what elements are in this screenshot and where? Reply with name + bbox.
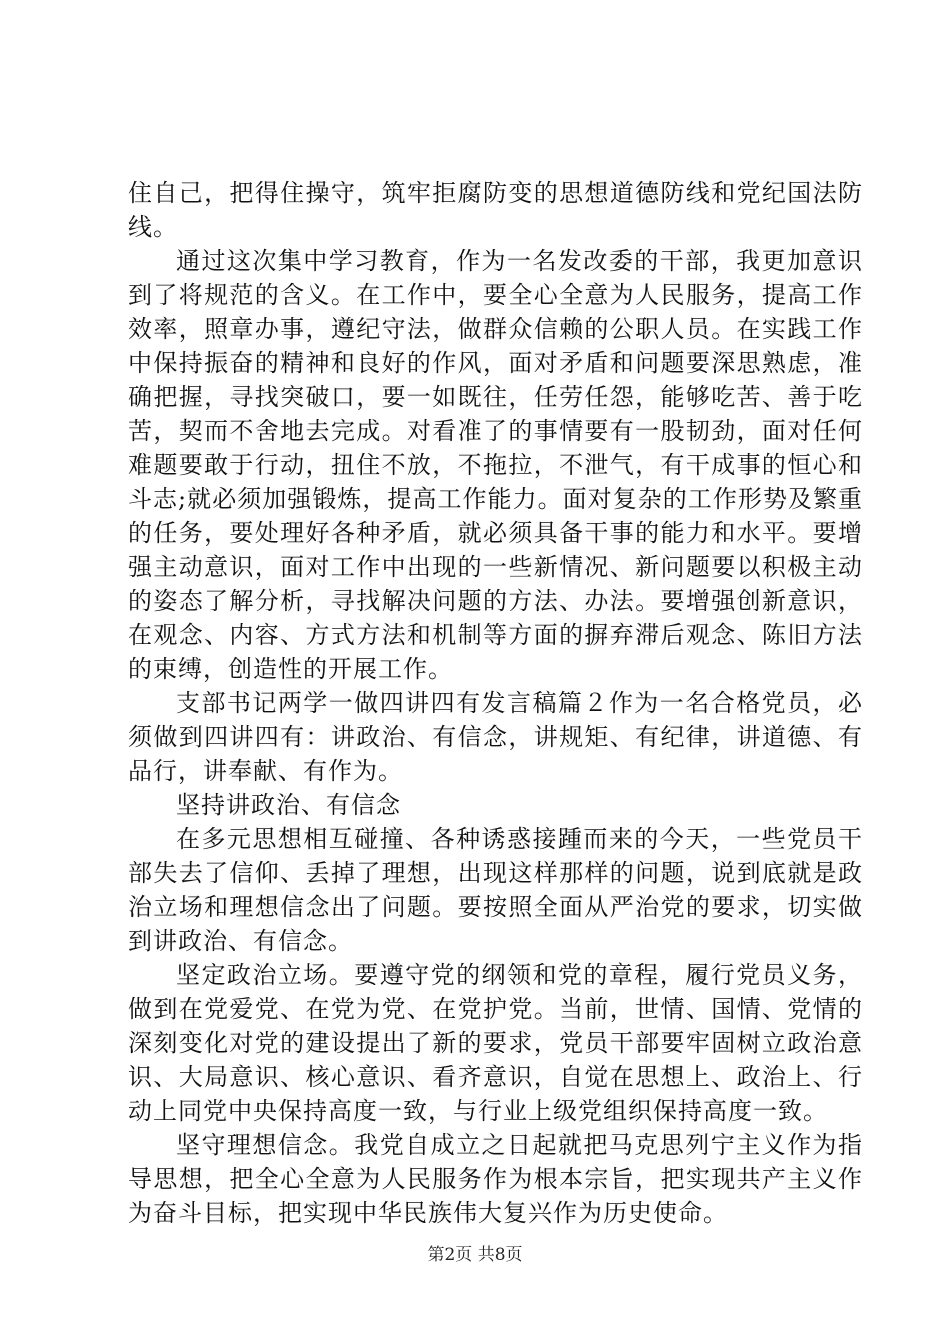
paragraph-4: 在多元思想相互碰撞、各种诱惑接踵而来的今天，一些党员干部失去了信仰、丢掉了理想，出现这样那样的问题，说到底就是政治立场和理想信念出了问题。要按照全面从严治党的要求，切实做到讲政治、有信念。 <box>128 825 863 955</box>
document-body <box>128 176 863 1230</box>
section-heading: 坚持讲政治、有信念 <box>176 791 401 819</box>
page-footer: 第2页 共8页 <box>427 1245 523 1265</box>
paragraph-2: 通过这次集中学习教育，作为一名发改委的干部，我更加意识到了将规范的含义。在工作中，要全心全意为人民服务，提高工作效率，照章办事，遵纪守法，做群众信赖的公职人员。在实践工作中保持振奋的精神和良好的作风，面对矛盾和问题要深思熟虑，准确把握，寻找突破口，要一如既往，任劳任怨，能够吃苦、善于吃苦，契而不舍地去完成。对看准了的事情要有一股韧劲，面对任何难题要敢于行动，扭住不放，不拖拉，不泄气，有干成事的恒心和斗志;就必须加强锻炼，提高工作能力。面对复杂的工作形势及繁重的任务，要处理好各种矛盾，就必须具备干事的能力和水平。要增强主动意识，面对工作中出现的一些新情况、新问题要以积极主动的姿态了解分析，寻找解决问题的方法、办法。要增强创新意识，在观念、内容、方式方法和机制等方面的摒弃滞后观念、陈旧方法的束缚，创造性的开展工作。 <box>128 247 863 683</box>
paragraph-3: 支部书记两学一做四讲四有发言稿篇２作为一名合格党员，必须做到四讲四有：讲政治、有信念，讲规矩、有纪律，讲道德、有品行，讲奉献、有作为。 <box>128 689 863 785</box>
paragraph-1: 住自己，把得住操守，筑牢拒腐防变的思想道德防线和党纪国法防线。 <box>128 179 863 241</box>
paragraph-5: 坚定政治立场。要遵守党的纲领和党的章程，履行党员义务，做到在党爱党、在党为党、在党护党。当前，世情、国情、党情的深刻变化对党的建设提出了新的要求，党员干部要牢固树立政治意识、大局意识、核心意识、看齐意识，自觉在思想上、政治上、行动上同党中央保持高度一致，与行业上级党组织保持高度一致。 <box>128 961 863 1125</box>
paragraph-6: 坚守理想信念。我党自成立之日起就把马克思列宁主义作为指导思想，把全心全意为人民服务作为根本宗旨，把实现共产主义作为奋斗目标，把实现中华民族伟大复兴作为历史使命。 <box>128 1131 863 1227</box>
